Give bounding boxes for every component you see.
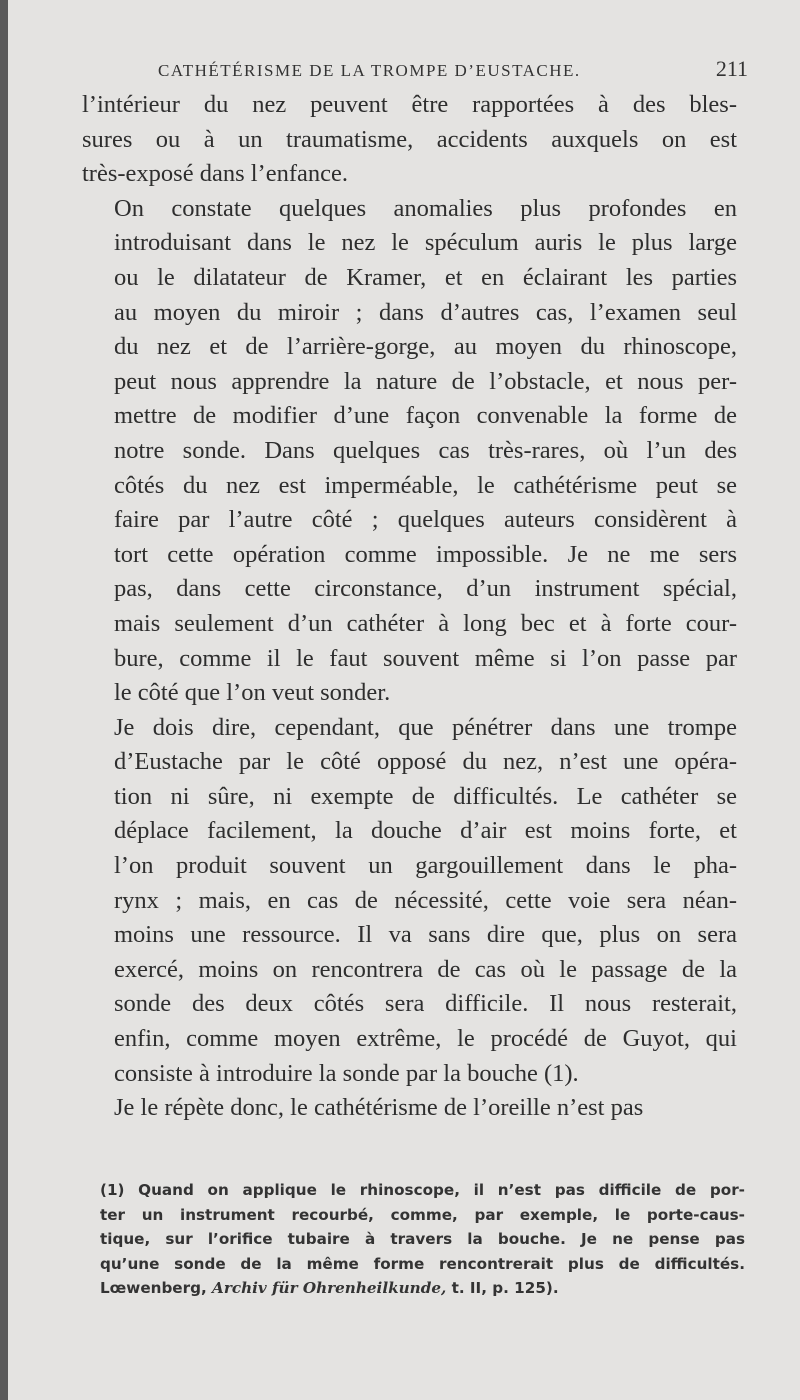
text-line: introduisant dans le nez le spéculum auris le plus large [114,229,737,257]
text-line: faire par l’autre côté ; quelques auteurs considèrent à [114,506,737,534]
text-line: l’on produit souvent un gargouillement dans le pha- [114,852,737,880]
text-line: notre sonde. Dans quelques cas très-rares, où l’un des [114,436,737,464]
text-line: peut nous apprendre la nature de l’obstacle, et nous per- [114,367,737,395]
text-line: pas, dans cette circonstance, d’un instrument spécial, [114,575,737,603]
page-header [158,56,748,82]
paragraph [82,1091,737,1126]
paragraph [82,711,737,1092]
footnote-line: (1) Quand on applique le rhinoscope, il n’est pas difficile de por- [100,1181,745,1199]
text-line: sonde des deux côtés sera difficile. Il nous resterait, [114,990,737,1018]
text-line: d’Eustache par le côté opposé du nez, n’est une opéra- [114,748,737,776]
text-line: Je dois dire, cependant, que pénétrer dans une trompe [114,713,737,741]
text-line: exercé, moins on rencontrera de cas où le passage de la [114,955,737,983]
page-number: 211 [715,56,748,81]
reference-journal: Archiv für Ohrenheilkunde, [212,1279,447,1297]
paragraph [82,192,737,711]
text-line: moins une ressource. Il va sans dire que, plus on sera [114,921,737,949]
footnote-line: tique, sur l’orifice tubaire à travers la bouche. Je ne pense pas [100,1230,745,1248]
text-line: mettre de modifier d’une façon convenable la forme de [114,402,737,430]
footnote-line: qu’une sonde de la même forme rencontrerait plus de difficultés. [100,1254,745,1273]
text-line: tort cette opération comme impossible. Je ne me sers [114,540,737,568]
text-line: sures ou à un traumatisme, accidents auxquels on est [82,125,737,153]
book-page [8,0,800,1400]
body-text [82,88,737,1126]
paragraph [82,88,737,192]
text-line: du nez et de l’arrière-gorge, au moyen du rhinoscope, [114,333,737,361]
text-line: consiste à introduire la sonde par la bouche (1). [114,1059,579,1087]
text-line: Je le répète donc, le cathétérisme de l’oreille n’est pas [114,1094,644,1122]
text-line: On constate quelques anomalies plus profondes en [114,194,737,222]
text-line: bure, comme il le faut souvent même si l’on passe par [114,644,737,672]
footnote-reference-line [100,1276,745,1301]
running-title: CATHÉTÉRISME DE LA TROMPE D’EUSTACHE. [158,61,581,80]
text-line: très-exposé dans l’enfance. [82,160,348,188]
reference-author: Lœwenberg, [100,1279,207,1297]
text-line: l’intérieur du nez peuvent être rapportées à des bles- [82,91,737,118]
text-line: déplace facilement, la douche d’air est moins forte, et [114,817,737,845]
text-line: ou le dilatateur de Kramer, et en éclairant les parties [114,263,737,291]
text-line: côtés du nez est imperméable, le cathétérisme peut se [114,471,737,499]
text-line: enfin, comme moyen extrême, le procédé de Guyot, qui [114,1025,737,1053]
text-line: au moyen du miroir ; dans d’autres cas, l’examen seul [114,298,737,326]
text-line: mais seulement d’un cathéter à long bec et à forte cour- [114,609,737,637]
text-line: le côté que l’on veut sonder. [114,679,391,707]
reference-volume: t. II, p. 125). [451,1279,559,1297]
text-line: tion ni sûre, ni exempte de difficultés. Le cathéter se [114,782,737,810]
footnote [100,1178,745,1301]
text-line: rynx ; mais, en cas de nécessité, cette voie sera néan- [114,886,737,914]
footnote-line: ter un instrument recourbé, comme, par exemple, le porte-caus- [100,1205,745,1224]
